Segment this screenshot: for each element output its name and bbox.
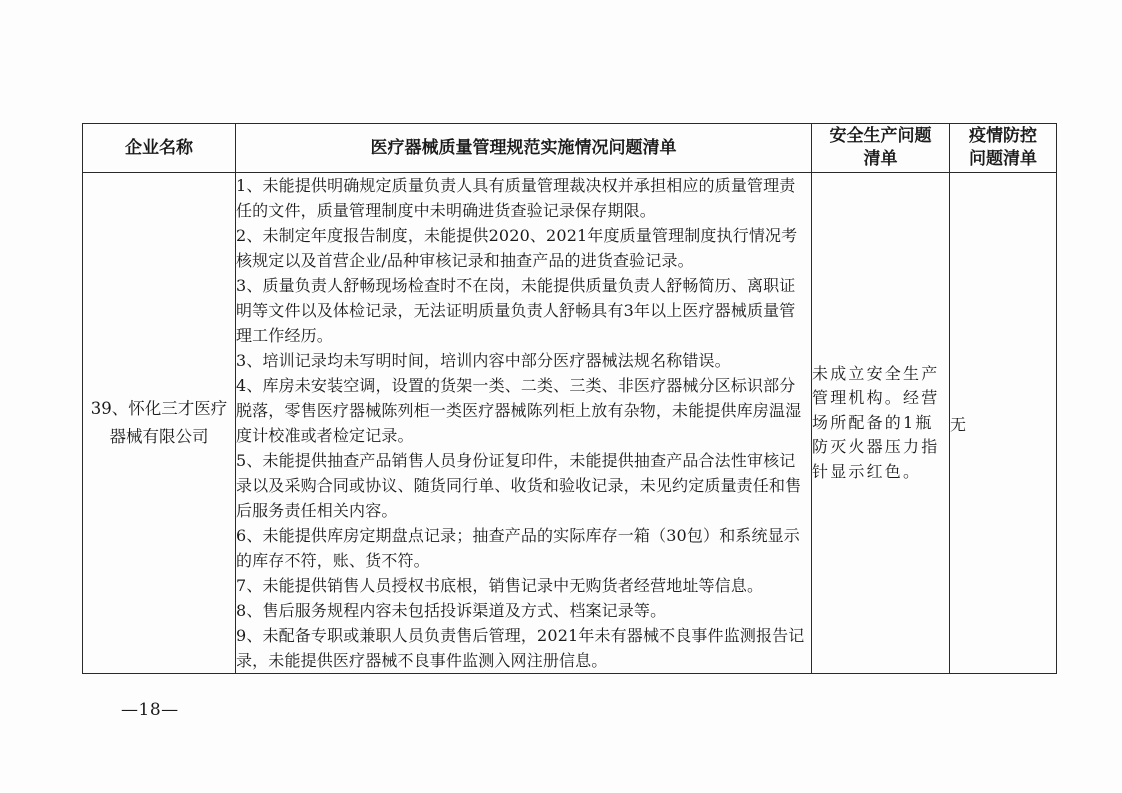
table-row [83, 173, 1057, 674]
safety-issues-cell: 未成立安全生产管理机构。经营场所配备的1瓶防灭火器压力指针显示红色。 [812, 173, 950, 674]
quality-issues-cell [236, 173, 812, 674]
header-company-name: 企业名称 [83, 124, 236, 173]
issue-item: 4、库房未安装空调，设置的货架一类、二类、三类、非医疗器械分区标识部分脱落，零售医疗器械陈列柜一类医疗器械陈列柜上放有杂物，未能提供库房温湿度计校准或者检定记录。 [236, 376, 802, 445]
issue-item: 6、未能提供库房定期盘点记录；抽查产品的实际库存一箱（30包）和系统显示的库存不符，账、货不符。 [236, 526, 800, 570]
header-epidemic-issues: 疫情防控问题清单 [950, 124, 1057, 173]
header-quality-issues: 医疗器械质量管理规范实施情况问题清单 [236, 124, 812, 173]
header-safety-issues: 安全生产问题清单 [812, 124, 950, 173]
issue-item: 8、售后服务规程内容未包括投诉渠道及方式、档案记录等。 [236, 601, 667, 620]
issue-item: 3、培训记录均未写明时间，培训内容中部分医疗器械法规名称错误。 [236, 351, 731, 370]
inspection-issues-table [82, 123, 1057, 674]
page-number: —18— [121, 700, 179, 720]
table-header-row [83, 124, 1057, 173]
company-name-cell: 39、怀化三才医疗器械有限公司 [83, 173, 236, 674]
issue-item: 2、未制定年度报告制度，未能提供2020、2021年度质量管理制度执行情况考核规定以及首营企业/品种审核记录和抽查产品的进货查验记录。 [236, 226, 798, 270]
issue-item: 9、未配备专职或兼职人员负责售后管理，2021年未有器械不良事件监测报告记录，未能提供医疗器械不良事件监测入网注册信息。 [236, 626, 805, 670]
epidemic-issues-cell: 无 [950, 173, 1057, 674]
issue-item: 7、未能提供销售人员授权书底根，销售记录中无购货者经营地址等信息。 [236, 576, 764, 595]
issue-item: 1、未能提供明确规定质量负责人具有质量管理裁决权并承担相应的质量管理责任的文件，质量管理制度中未明确进货查验记录保存期限。 [236, 176, 796, 220]
issue-item: 5、未能提供抽查产品销售人员身份证复印件，未能提供抽查产品合法性审核记录以及采购合同或协议、随货同行单、收货和验收记录，未见约定质量责任和售后服务责任相关内容。 [236, 451, 802, 520]
issue-item: 3、质量负责人舒畅现场检查时不在岗，未能提供质量负责人舒畅简历、离职证明等文件以及体检记录，无法证明质量负责人舒畅具有3年以上医疗器械质量管理工作经历。 [236, 276, 796, 345]
